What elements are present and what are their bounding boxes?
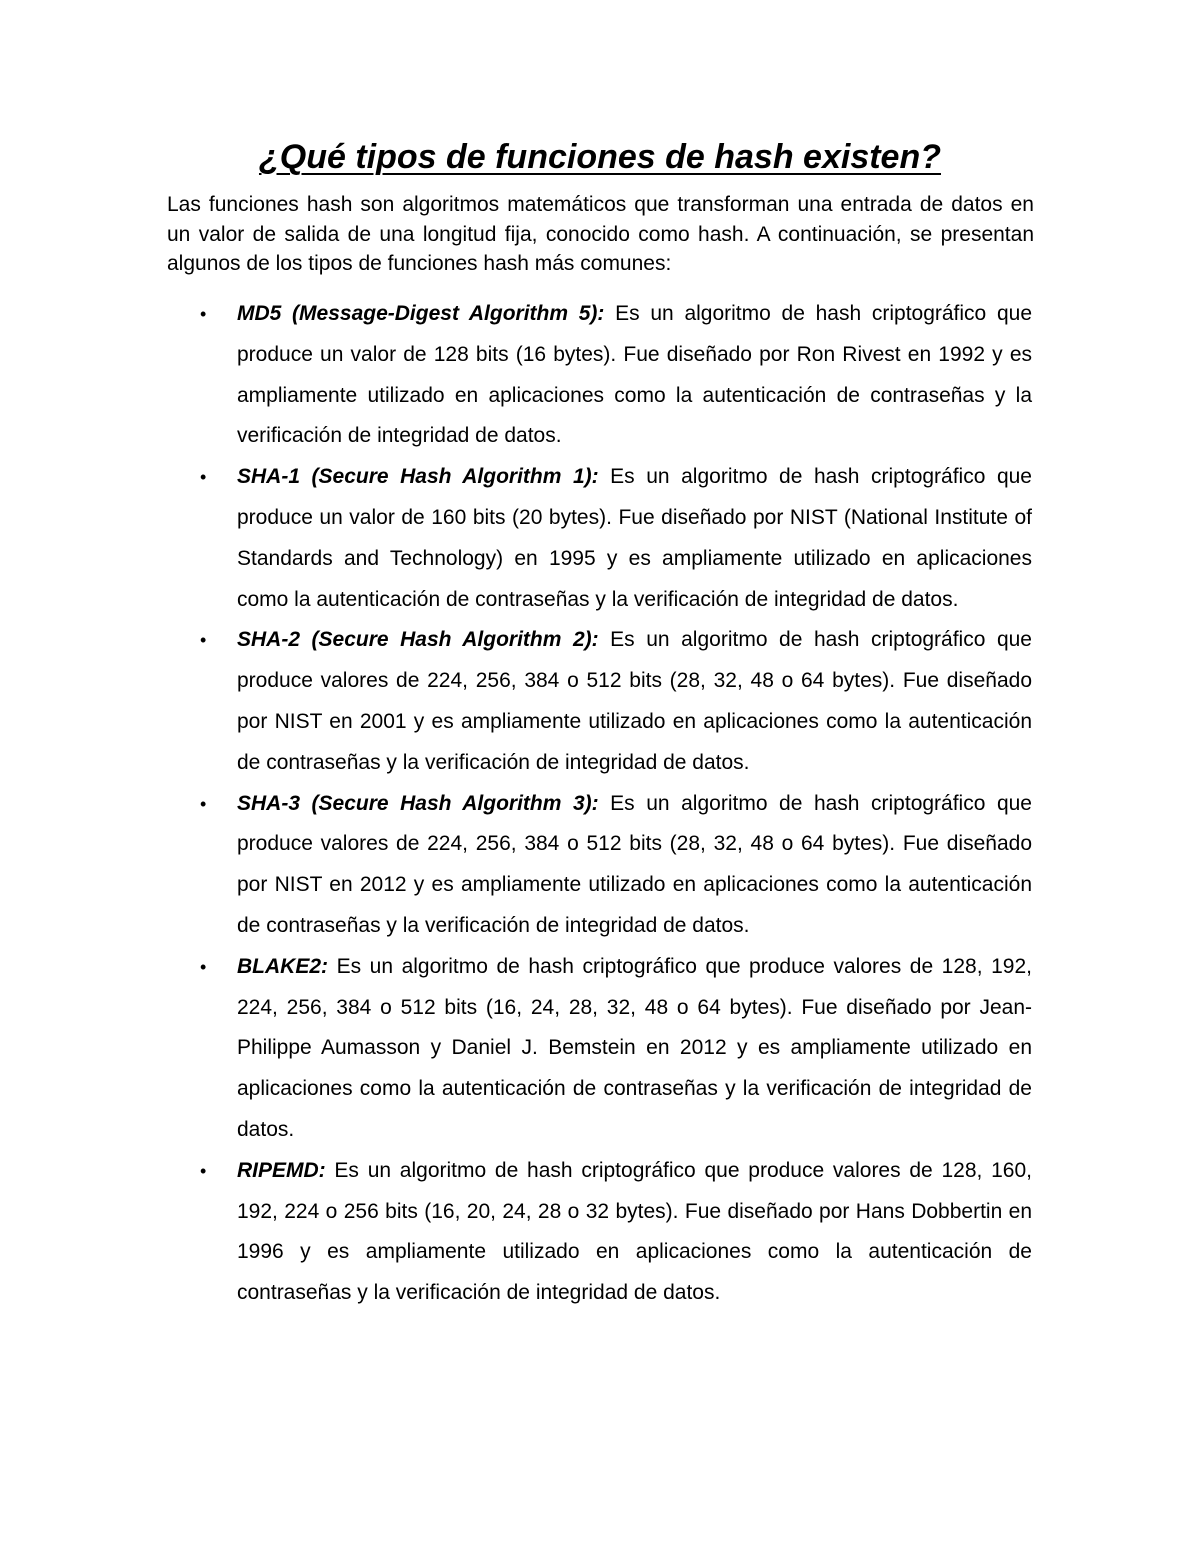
item-term: SHA-1 (Secure Hash Algorithm 1): xyxy=(237,465,599,489)
item-term: BLAKE2: xyxy=(237,954,329,978)
list-item xyxy=(0,294,1032,457)
page-title: ¿Qué tipos de funciones de hash existen? xyxy=(258,138,941,176)
list-item xyxy=(0,457,1032,620)
bullet-icon: • xyxy=(200,1160,207,1181)
item-description: Es un algoritmo de hash criptográfico que produce valores de 128, 192, 224, 256, 384 o 512 bits (16, 24, 28, 32, 48 o 64 bytes). Fue diseñado por Jean-Philippe Aumasson y Daniel J. Bemstein en 2012 y es ampliamente utilizado en aplicaciones como la autenticación de contraseñas y la verificación de integridad de datos. xyxy=(237,954,1032,1141)
item-term: SHA-2 (Secure Hash Algorithm 2): xyxy=(237,628,599,652)
intro-paragraph: Las funciones hash son algoritmos matemáticos que transforman una entrada de datos en un valor de salida de una longitud fija, conocido como hash. A continuación, se presentan algunos de los tipos de funciones hash más comunes: xyxy=(167,193,1034,275)
list-item xyxy=(0,947,1032,1151)
bullet-icon: • xyxy=(200,467,207,488)
item-term: SHA-3 (Secure Hash Algorithm 3): xyxy=(237,791,599,815)
bullet-icon: • xyxy=(200,304,207,324)
item-term: RIPEMD: xyxy=(237,1158,326,1182)
item-description: Es un algoritmo de hash criptográfico que produce valores de 224, 256, 384 o 512 bits (28, 32, 48 o 64 bytes). Fue diseñado por NIST en 2012 y es ampliamente utilizado en aplicaciones como la autenticación de contraseñas y la verificación de integridad de datos. xyxy=(237,791,1032,937)
bullet-icon: • xyxy=(200,793,207,814)
item-description: Es un algoritmo de hash criptográfico que produce valores de 224, 256, 384 o 512 bits (28, 32, 48 o 64 bytes). Fue diseñado por NIST en 2001 y es ampliamente utilizado en aplicaciones como la autenticación de contraseñas y la verificación de integridad de datos. xyxy=(237,628,1032,774)
item-term: MD5 (Message-Digest Algorithm 5): xyxy=(237,302,605,325)
list-item xyxy=(0,620,1032,783)
item-description: Es un algoritmo de hash criptográfico que produce un valor de 128 bits (16 bytes). Fue diseñado por Ron Rivest en 1992 y es ampliamente utilizado en aplicaciones como la autenticación de contraseñas y la verificación de integridad de datos. xyxy=(237,302,1032,448)
item-description: Es un algoritmo de hash criptográfico que produce un valor de 160 bits (20 bytes). Fue diseñado por NIST (National Institute of Standards and Technology) en 1995 y es ampliamente utilizado en aplicaciones como la autenticación de contraseñas y la verificación de integridad de datos. xyxy=(237,465,1032,611)
bullet-icon: • xyxy=(200,956,207,977)
list-item xyxy=(0,1151,1032,1314)
list-item xyxy=(0,784,1032,947)
bullet-icon: • xyxy=(200,630,207,651)
hash-types-list xyxy=(0,294,1200,1314)
item-description: Es un algoritmo de hash criptográfico que produce valores de 128, 160, 192, 224 o 256 bits (16, 20, 24, 28 o 32 bytes). Fue diseñado por Hans Dobbertin en 1996 y es ampliamente utilizado en aplicaciones como la autenticación de contraseñas y la verificación de integridad de datos. xyxy=(237,1158,1032,1305)
